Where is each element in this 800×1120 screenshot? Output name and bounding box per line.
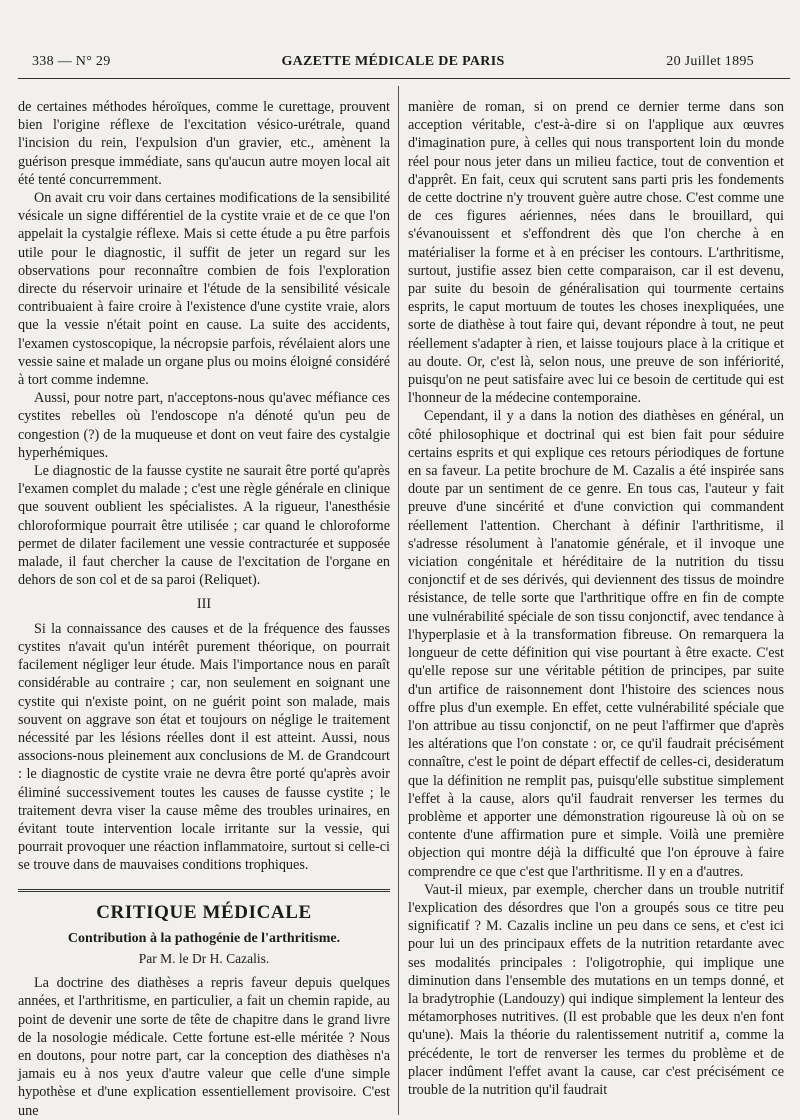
page-number: 338 — N° 29 [32, 54, 111, 69]
article-byline: Par M. le Dr H. Cazalis. [138, 950, 270, 966]
paragraph: Aussi, pour notre part, n'acceptons-nous qu'avec méfiance ces cystites rebelles où l'endoscope n'a dénoté qu'un peu de congestion (?) de la muqueuse et dont on veut faire des cystalgie hyperhémiques. [18, 390, 390, 461]
paragraph: Cependant, il y a dans la notion des diathèses en général, un côté philosophique et doctrinal qui est bien fait pour séduire certains esprits et qui explique ces retours périodiques de fortune en sa faveur. La petite brochure de M. Cazalis a été inspirée sans doute par un sentiment de ce genre. En tous cas, l'auteur y fait preuve d'une sincérité et d'une conviction qui commandent réellement l'attention. Cherchant à définir l'arthritisme, il s'adresse résolument à l'anatomie générale, et il invoque une viciation congénitale et héréditaire de la nutrition du tissu conjonctif et de ses dérivés, qui deviennent des tissus de moindre résistance, de telle sorte que l'arthritique offre en fin de compte une vulnérabilité spéciale de son tissu conjonctif, avec tendance à l'hyperplasie et à la transformation fibreuse. On remarquera la longueur de cette définition qui vise pourtant à être exacte. C'est qu'elle repose sur une véritable pétition de principes, par suite d'un artifice de raisonnement dont l'histoire des sciences nous offre plus d'un exemple. En effet, cette vulnérabilité spéciale que l'on attribue au tissu conjonctif, on ne peut l'affirmer que d'après les altérations que l'on constate : or, ce qu'il faudrait précisément connaître, c'est le point de départ effectif de celles-ci, desideratum que la définition ne remplit pas, puisqu'elle substitue simplement l'effet à la cause, alors qu'il faudrait renverser les termes du problème et apporter une démonstration rigoureuse là où on se contente d'une affirmation pure et simple. Voilà une première objection qui montre déjà la difficulté que l'on éprouve à faire comprendre ce que c'est que l'arthritisme. Il y en a d'autres. [408, 408, 784, 880]
paragraph: Vaut-il mieux, par exemple, chercher dans un trouble nutritif l'explication des désordres que l'on a groupés sous ce titre peu significatif ? M. Cazalis incline un peu dans ce sens, et c'est ici pour lui un des principaux effets de la nutrition retardante avec ses modalités principales : l'oligotrophie, qui implique une diminution dans l'ensemble des mutations en un temps donné, et la bradytrophie (Landouzy) qui indique simplement la lenteur des métamorphoses nutritives. (Il est probable que les deux n'en font qu'une). Mais la théorie du ralentissement nutritif a, comme la précédente, le tort de renverser les termes du problème et de placer indûment l'effet avant la cause, car c'est précisément ce trouble de la nutrition qu'il faudrait [408, 881, 784, 1098]
paragraph: Si la connaissance des causes et de la fréquence des fausses cystites n'avait qu'un intérêt purement théorique, on pourrait facilement négliger leur étude. Mais l'importance nous en paraît considérable au contraire ; car, non seulement en soignant une cystite qui n'existe point, on ne guérit point son malade, mais souvent on aggrave son état et toujours on néglige le traitement nécessité par les lésions réelles dont il est atteint. Aussi, nous associons-nous pleinement aux conclusions de M. de Grandcourt : le diagnostic de cystite vraie ne devra être porté qu'après avoir éliminé successivement toutes les causes de fausse cystite ; le traitement devra viser la cause même des troubles urinaires, en évitant toute intervention locale irritante sur la vessie, qui pourrait provoquer une réaction inflammatoire, surtout si celle-ci se trouve dans de mauvaises conditions trophiques. [18, 620, 390, 874]
page-header [32, 54, 754, 76]
section-number: III [196, 596, 212, 613]
paragraph: On avait cru voir dans certaines modifications de la sensibilité vésicale un signe différentiel de la cystite vraie et de ce que l'on appelait la cystalgie réflexe. Mais si cette étude a pu être parfois utile pour le diagnostic, il suffit de jeter un regard sur les observations pour reconnaître combien de fois l'exploration directe du réservoir urinaire et l'étude de la sensibilité vésicale contribuaient à faire croire à l'existence d'une cystite vraie, alors que la vessie n'était point en cause. La suite des accidents, l'examen cystoscopique, la nécropsie parfois, révélaient alors une vessie saine et malade un organe plus ou moins éloigné considéré à tort comme indemne. [18, 190, 390, 389]
journal-title: GAZETTE MÉDICALE DE PARIS [281, 54, 505, 69]
section-rule [18, 889, 390, 892]
article-title: Contribution à la pathogénie de l'arthritisme. [67, 930, 341, 946]
section-title: CRITIQUE MÉDICALE [96, 901, 312, 923]
issue-date: 20 Juillet 1895 [666, 54, 754, 69]
left-column [18, 98, 390, 1120]
paragraph: manière de roman, si on prend ce dernier terme dans son acception véritable, c'est-à-dire si on l'applique aux œuvres d'imagination pure, à celles qui nous transportent loin du monde réel pour nous jeter dans un milieu factice, tout de convention et d'apprêt. En fait, ceux qui scrutent sans parti pris les fondements de cette doctrine n'y trouvent guère autre chose. C'est comme une de ces figures aériennes, nées dans le brouillard, qui s'évanouissent et s'effondrent dès que l'on cherche à en matérialiser la forme et à en préciser les contours. L'arthritisme, surtout, justifie assez bien cette comparaison, car il est devenu, par suite du besoin de généralisation qui tourmente certains esprits, le caput mortuum de toutes les choses inexpliquées, une sorte de diathèse à tout faire qui, devant répondre à tout, ne peut réellement s'adapter à rien, et laisse toujours place à la critique et au doute. Or, c'est là, selon nous, une preuve de son infériorité, puisqu'on ne peut satisfaire avec lui ce besoin de certitude qui est l'honneur de la médecine contemporaine. [408, 99, 784, 407]
paragraph: de certaines méthodes héroïques, comme le curettage, prouvent bien l'origine réflexe de l'excitation vésico-urétrale, quand l'incision du rein, l'expulsion d'un gravier, etc., amènent la guérison presque immédiate, sans qu'aucun autre moyen local ait été tenté concurremment. [18, 99, 390, 188]
right-column [408, 98, 784, 1099]
header-rule [18, 78, 790, 79]
column-divider [398, 86, 399, 1115]
paragraph: La doctrine des diathèses a repris faveur depuis quelques années, et l'arthritisme, en particulier, a fait un chemin rapide, au point de devenir une sorte de tête de chapitre dans le grand livre de la nosologie médicale. Cette fortune est-elle méritée ? Nous en doutons, pour notre part, car la conception des diathèses n'a jamais eu à nos yeux d'autre valeur que celle d'une simple hypothèse et d'une explication essentiellement provisoire. C'est une [18, 975, 390, 1119]
paragraph: Le diagnostic de la fausse cystite ne saurait être porté qu'après l'examen complet du malade ; c'est une règle générale en clinique que souvent oublient les spécialistes. A la rigueur, l'anesthésie chloroformique pourrait être utilisée ; car quand le chloroforme permet de dilater facilement une vessie contracturée et supposée malade, il faut chercher la cause de l'excitation de l'organe en dehors de son col et de sa paroi (Reliquet). [18, 463, 390, 589]
